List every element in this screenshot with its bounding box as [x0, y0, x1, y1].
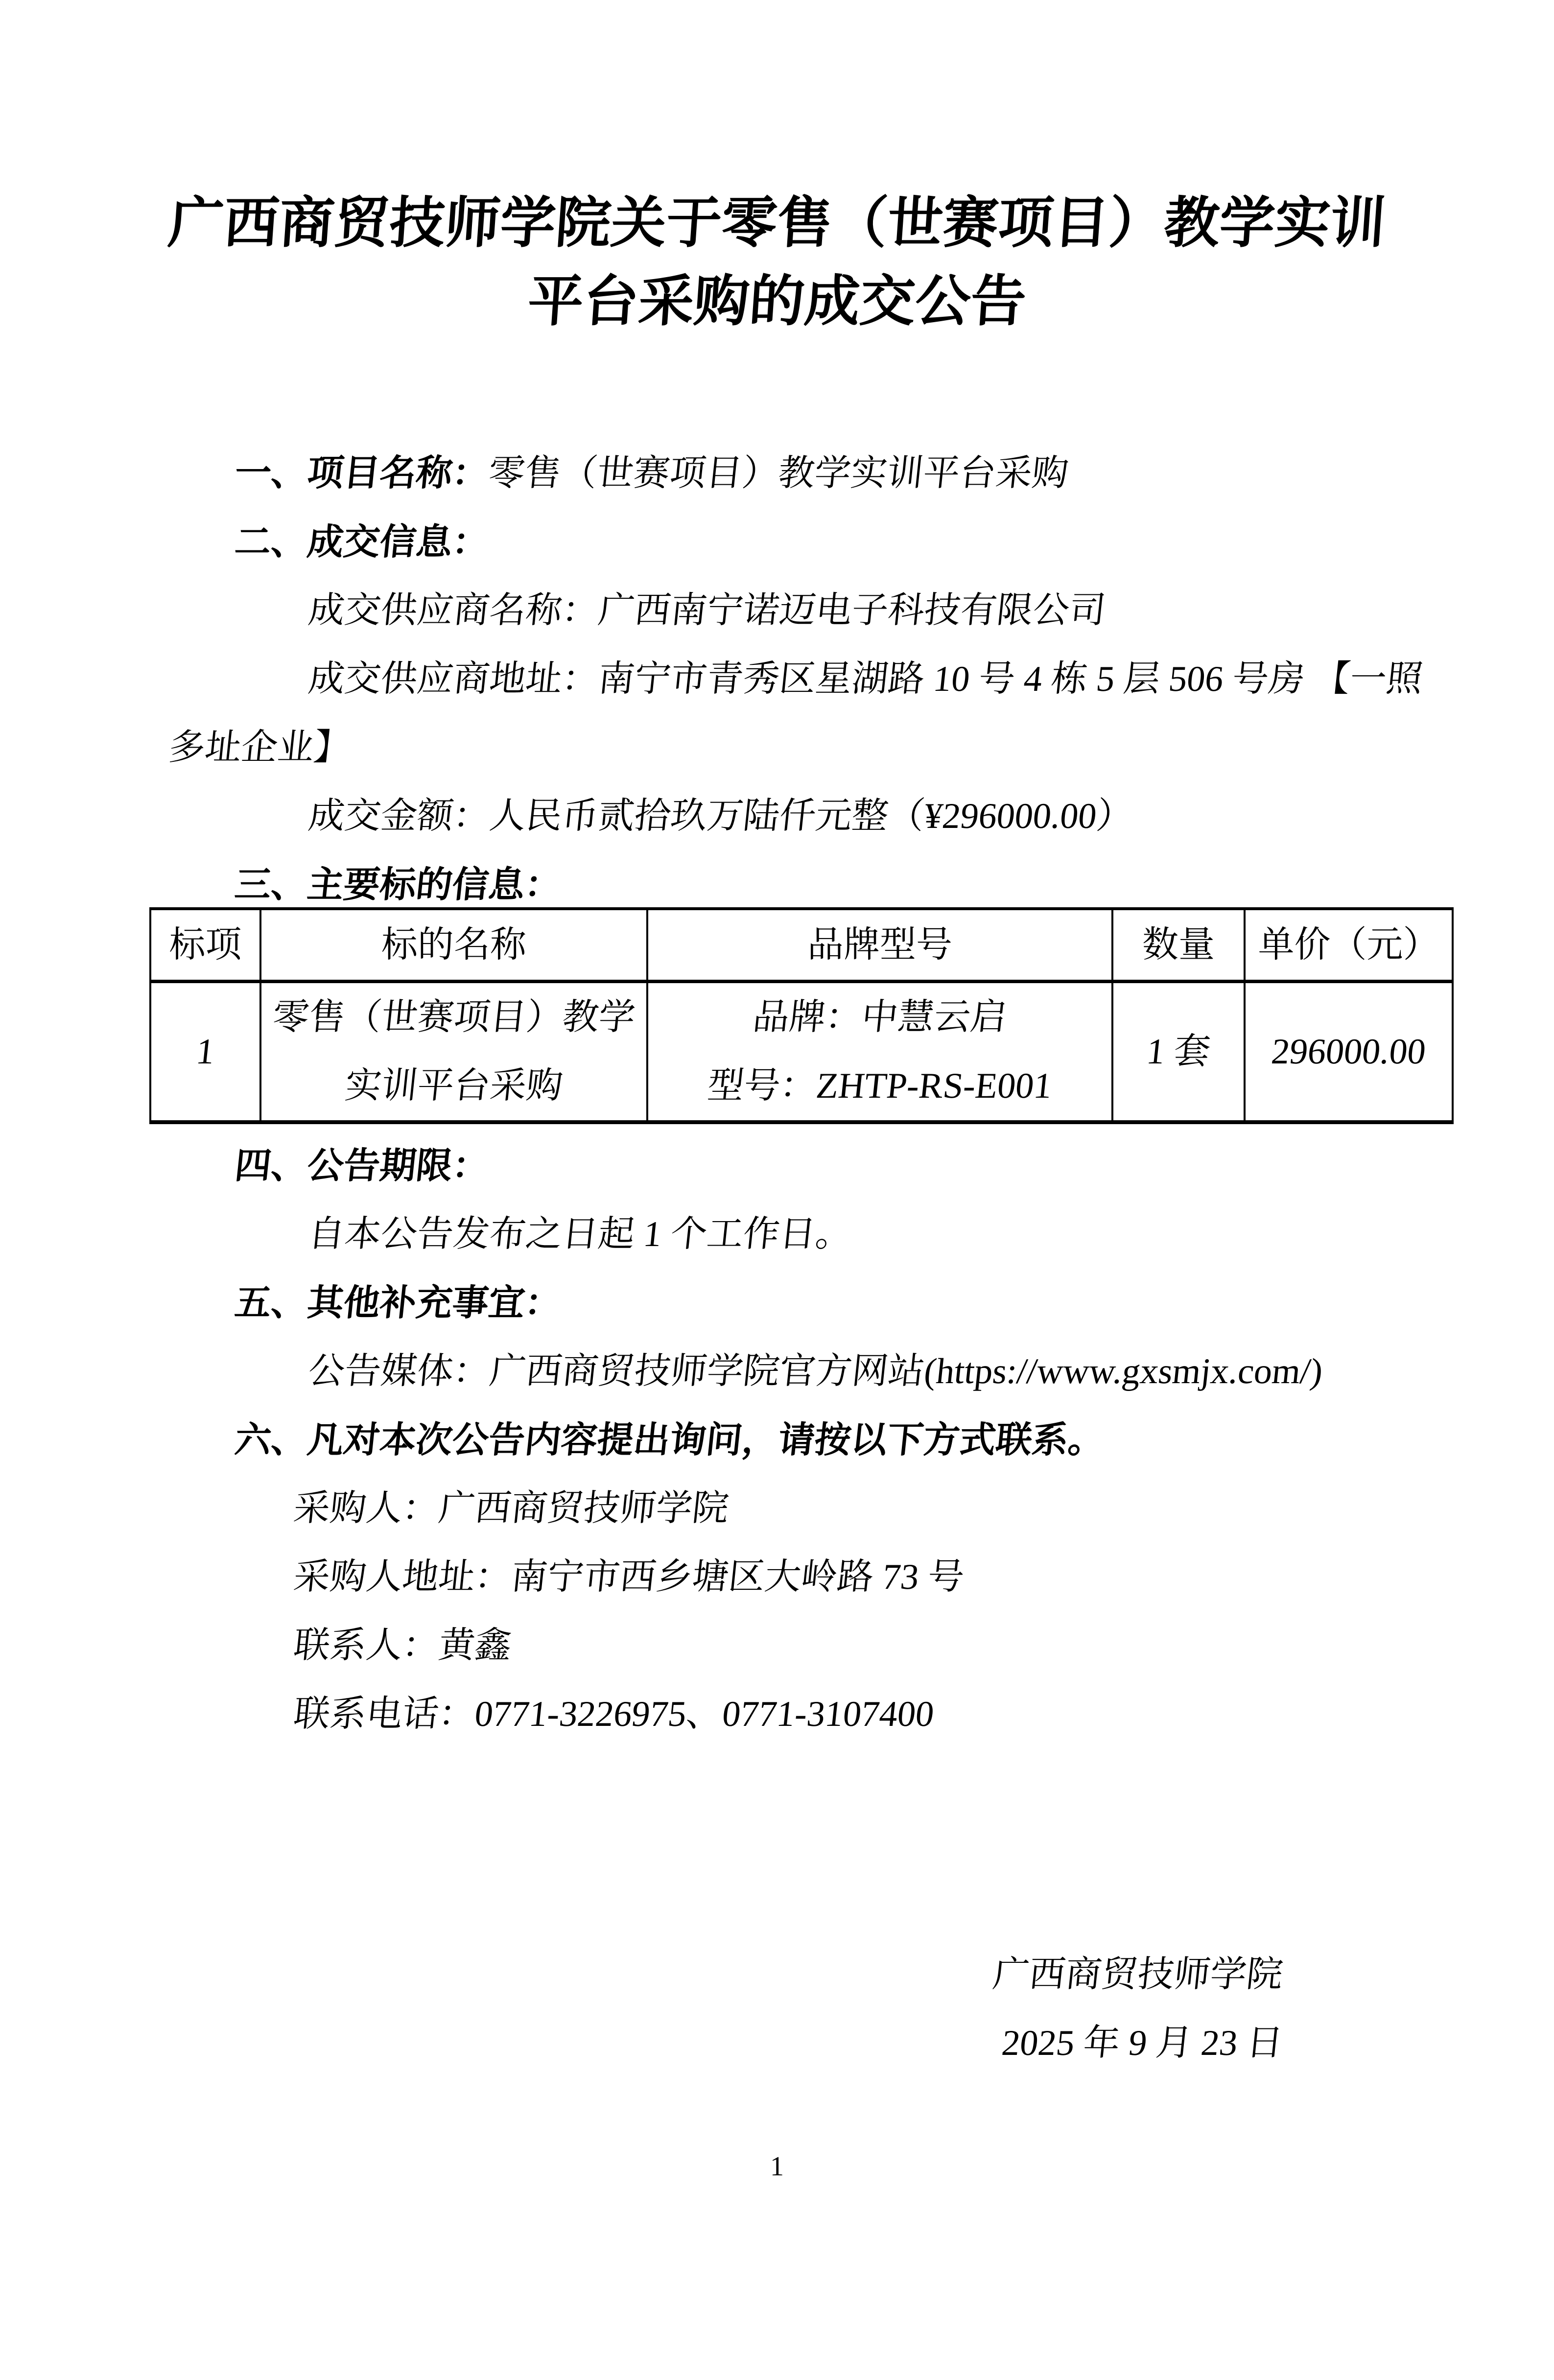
section-4-label: 四、公告期限： — [233, 1145, 491, 1186]
section-6-label: 六、凡对本次公告内容提出询问，请按以下方式联系。 — [233, 1419, 1107, 1460]
cell-name: 零售（世赛项目）教学 实训平台采购 — [260, 981, 647, 1122]
contact-phone-paragraph: 联系电话：0771-3226975、0771-3107400 — [291, 1694, 936, 1734]
section-3-label: 三、主要标的信息： — [233, 864, 564, 905]
section-3-heading — [165, 850, 1448, 919]
supplier-name-paragraph: 成交供应商名称：广西南宁诺迈电子科技有限公司 — [306, 590, 1108, 631]
section-5-label: 五、其他补充事宜： — [233, 1282, 564, 1323]
col-header-brand-model: 品牌型号 — [647, 909, 1112, 981]
announcement-title — [0, 184, 1554, 340]
contact-person-paragraph: 联系人：黄鑫 — [291, 1625, 514, 1666]
notice-period-paragraph: 自本公告发布之日起 1 个工作日。 — [306, 1214, 854, 1254]
buyer-paragraph: 采购人：广西商贸技师学院 — [291, 1488, 731, 1529]
section-1-value: 零售（世赛项目）教学实训平台采购 — [486, 453, 1071, 494]
signature-org: 广西商贸技师学院 — [990, 1954, 1285, 1995]
amount-paragraph: 成交金额：人民币贰拾玖万陆仟元整（¥296000.00） — [306, 796, 1135, 836]
cell-brand-model: 品牌：中慧云启 型号：ZHTP-RS-E001 — [647, 981, 1112, 1122]
col-header-item-no: 标项 — [150, 909, 260, 981]
section-2-heading — [165, 508, 1448, 576]
section-1-label: 一、项目名称： — [233, 452, 491, 493]
section-2-label: 二、成交信息： — [233, 521, 491, 562]
section-1-heading — [165, 439, 1448, 508]
supplier-address-line2: 多址企业】 — [166, 728, 353, 768]
supplier-address-line1: 成交供应商地址：南宁市青秀区星湖路 10 号 4 栋 5 层 506 号房 【一照 — [306, 659, 1425, 699]
announcement-title-line1: 广西商贸技师学院关于零售（世赛项目）教学实训 — [166, 192, 1388, 254]
table-row — [150, 981, 1453, 1122]
document-body — [0, 439, 1554, 2077]
cell-item-no: 1 — [150, 981, 260, 1122]
col-header-name: 标的名称 — [260, 909, 647, 981]
section-4-heading — [165, 1131, 1448, 1200]
bid-items-table — [149, 907, 1454, 1124]
cell-qty: 1 套 — [1112, 981, 1245, 1122]
page-number: 1 — [770, 2151, 784, 2182]
section-6-heading — [165, 1406, 1448, 1474]
col-header-qty: 数量 — [1112, 909, 1245, 981]
signature-date: 2025 年 9 月 23 日 — [1000, 2023, 1285, 2063]
table-header-row — [150, 909, 1453, 981]
col-header-unit-price: 单价（元） — [1245, 909, 1453, 981]
section-5-heading — [165, 1269, 1448, 1337]
announcement-title-line2: 平台采购的成交公告 — [526, 270, 1028, 332]
buyer-address-paragraph: 采购人地址：南宁市西乡塘区大岭路 73 号 — [291, 1556, 966, 1597]
signature-block — [169, 1940, 1444, 2077]
cell-unit-price: 296000.00 — [1245, 981, 1453, 1122]
announcement-media-paragraph: 公告媒体：广西商贸技师学院官方网站(https://www.gxsmjx.com/) — [306, 1351, 1325, 1391]
